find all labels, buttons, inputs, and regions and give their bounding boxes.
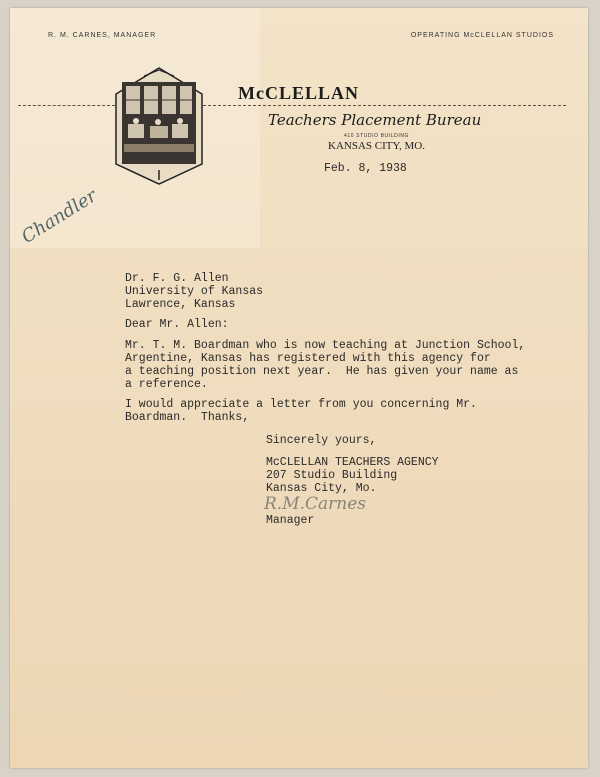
address-line: Dr. F. G. Allen (125, 272, 229, 285)
letter-date: Feb. 8, 1938 (324, 162, 407, 175)
letter-page (10, 8, 588, 768)
body-line: Argentine, Kansas has registered with this agency for (125, 352, 491, 365)
body-line: Boardman. Thanks, (125, 411, 250, 424)
signature-line: McCLELLAN TEACHERS AGENCY (266, 456, 439, 469)
body-paragraph-2 (125, 398, 477, 424)
salutation: Dear Mr. Allen: (125, 318, 229, 331)
brand-name: McCLELLAN (238, 83, 359, 103)
margin-handwritten-note: Chandler (18, 185, 101, 248)
manager-label: R. M. CARNES, MANAGER (48, 32, 157, 39)
closing: Sincerely yours, (266, 434, 377, 447)
body-line: I would appreciate a letter from you concerning Mr. (125, 398, 477, 411)
signature-line: Kansas City, Mo. (266, 482, 377, 495)
body-line: a teaching position next year. He has given your name as (125, 365, 519, 378)
address-line: Lawrence, Kansas (125, 298, 236, 311)
building-label: 410 STUDIO BUILDING (344, 133, 410, 139)
bureau-name: Teachers Placement Bureau (268, 111, 482, 129)
recipient-address (125, 272, 263, 311)
handwritten-signature: R.M.Carnes (264, 494, 367, 514)
body-line: Mr. T. M. Boardman who is now teaching at Junction School, (125, 339, 526, 352)
signature-line: 207 Studio Building (266, 469, 398, 482)
letterhead-rule-left (18, 105, 115, 106)
letterhead-rule-right (203, 105, 566, 106)
signature-block (266, 456, 439, 495)
body-line: a reference. (125, 378, 208, 391)
operating-label: OPERATING McCLELLAN STUDIOS (410, 32, 554, 39)
body-paragraph-1 (125, 339, 525, 391)
signer-title: Manager (266, 514, 315, 527)
city-label: KANSAS CITY, MO. (328, 140, 425, 152)
studio-engraving-logo (114, 66, 204, 186)
address-line: University of Kansas (125, 285, 264, 298)
